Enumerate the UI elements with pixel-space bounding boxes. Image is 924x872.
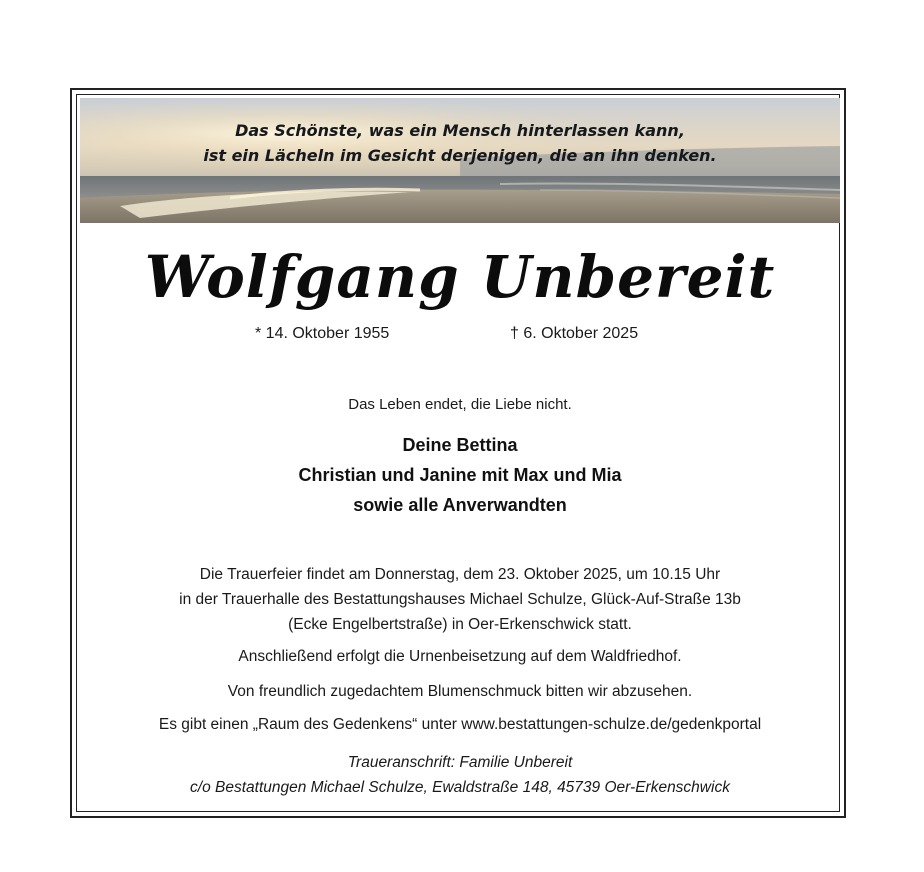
memorial-portal-note: Es gibt einen „Raum des Gedenkens“ unter www.bestattungen-schulze.de/gedenkportal [158,716,762,733]
ceremony-line: Die Trauerfeier findet am Donnerstag, dem 23. Oktober 2025, um 10.15 Uhr [199,566,721,583]
funeral-service-info [80,562,840,637]
mourner-line: Christian und Janine mit Max und Mia [298,465,622,485]
address-line-1: Traueranschrift: Familie Unbereit [347,754,573,771]
quote-line-2: ist ein Lächeln im Gesicht derjenigen, die an ihn denken. [203,146,717,165]
urn-burial-info: Anschließend erfolgt die Urnenbeisetzung auf dem Waldfriedhof. [238,648,682,665]
memorial-quote [80,118,840,168]
address-line-2: c/o Bestattungen Michael Schulze, Ewaldstraße 148, 45739 Oer-Erkenschwick [190,779,730,796]
ceremony-line: in der Trauerhalle des Bestattungshauses Michael Schulze, Glück-Auf-Straße 13b [179,591,741,608]
death-date: † 6. Oktober 2025 [510,325,639,342]
birth-date: * 14. Oktober 1955 [255,325,390,342]
mourners-list [80,430,840,520]
condolence-address [80,750,840,800]
mourner-line: sowie alle Anverwandten [353,495,567,515]
ceremony-line: (Ecke Engelbertstraße) in Oer-Erkenschwick statt. [288,616,632,633]
motto: Das Leben endet, die Liebe nicht. [348,396,572,413]
mourner-line: Deine Bettina [402,435,518,455]
quote-line-1: Das Schönste, was ein Mensch hinterlassen kann, [235,121,685,140]
deceased-name: Wolfgang Unbereit [144,243,776,311]
flowers-note: Von freundlich zugedachtem Blumenschmuck bitten wir abzusehen. [227,683,693,700]
